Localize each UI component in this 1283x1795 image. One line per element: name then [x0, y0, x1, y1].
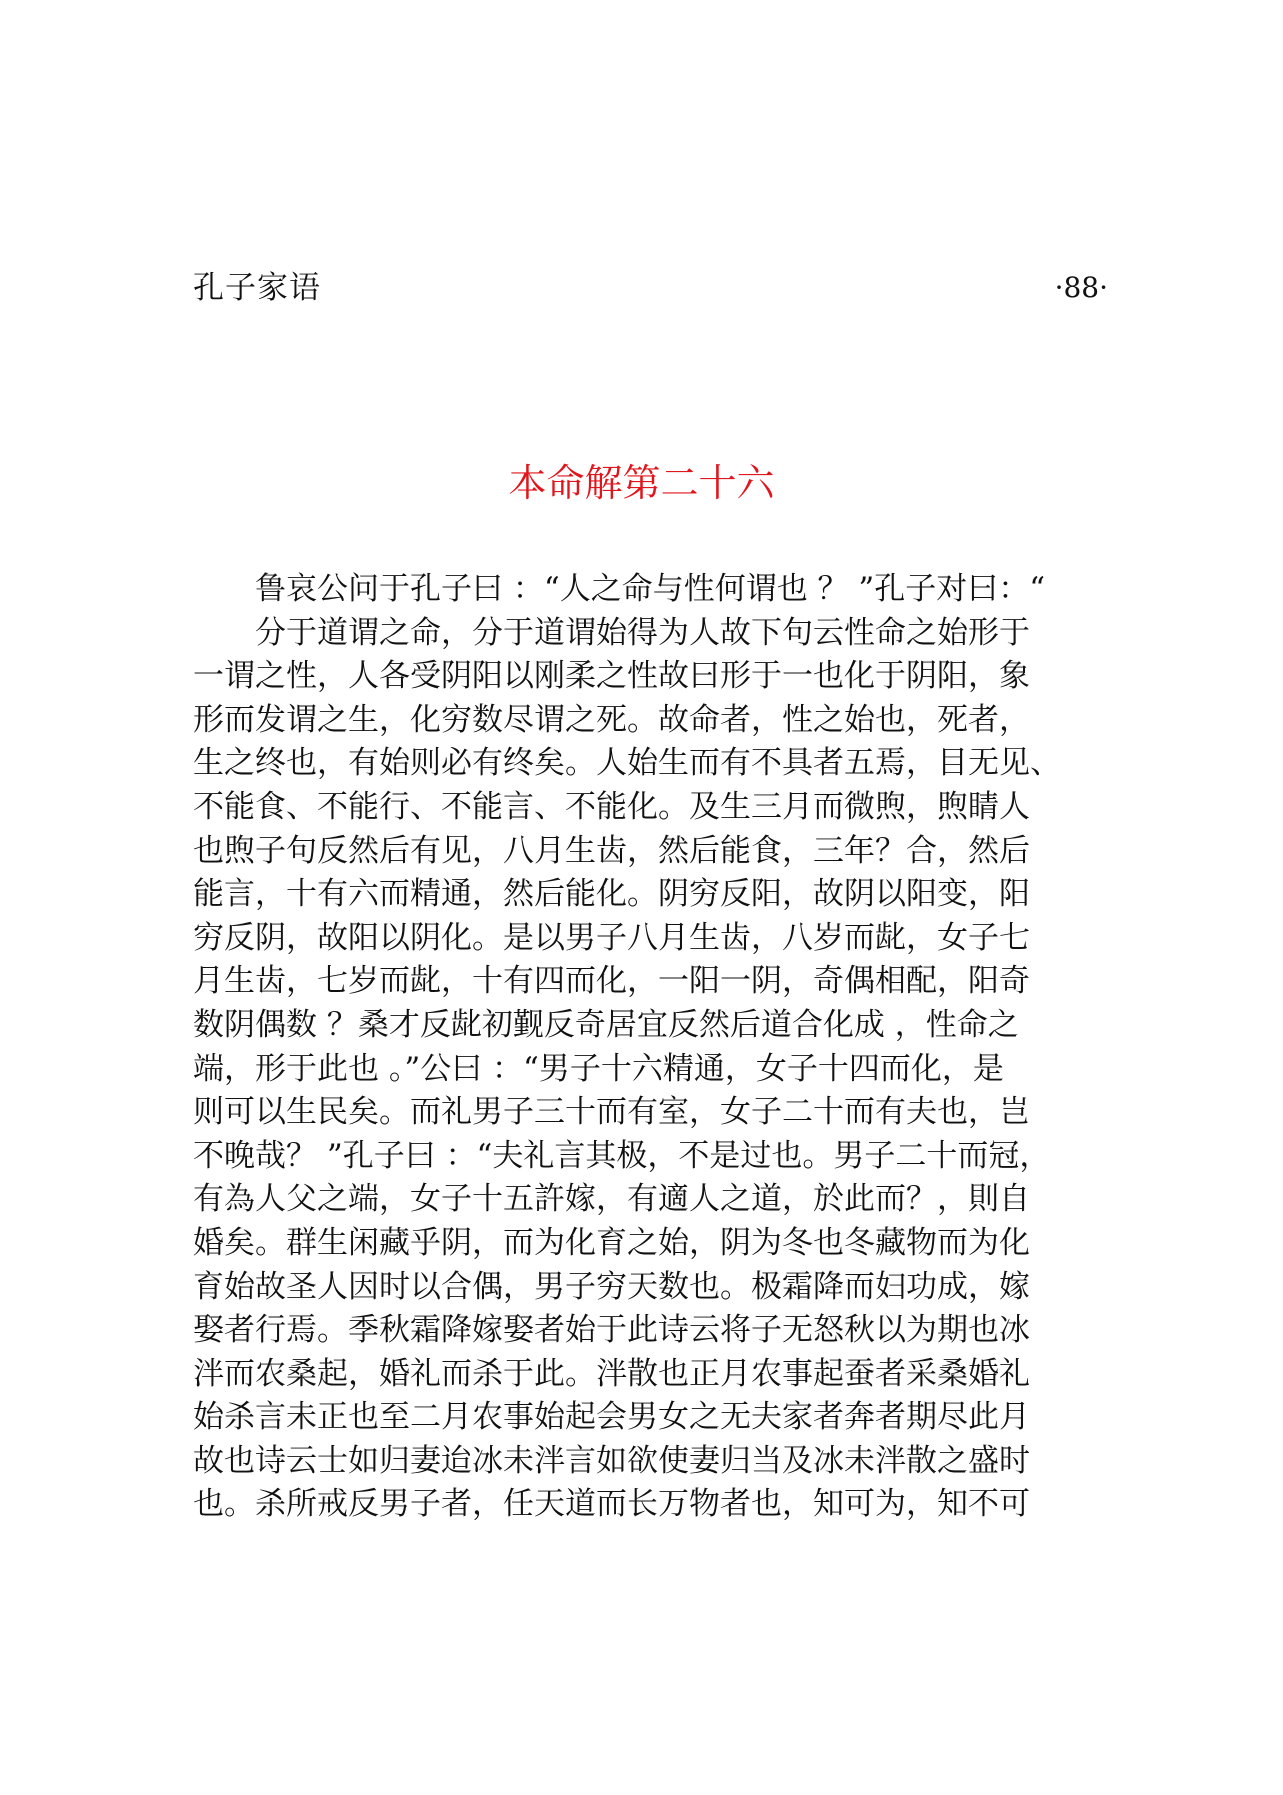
text-line: 育始故圣人因时以合偶，男子穷天数也。极霜降而妇功成，嫁	[193, 1268, 1030, 1305]
text-line: 端，形于此也 。”公曰 ：“男子十六精通，女子十四而化，是	[193, 1050, 1004, 1087]
text-line: 能言，十有六而精通，然后能化。阴穷反阳，故阴以阳变，阳	[193, 876, 1030, 913]
text-line: 始杀言未正也至二月农事始起会男女之无夫家者奔者期尽此月	[193, 1399, 1030, 1436]
text-line: 分于道谓之命，分于道谓始得为人故下句云性命之始形于	[255, 614, 1030, 651]
text-line: 月生齿，七岁而龀，十有四而化，一阳一阴，奇偶相配，阳奇	[193, 963, 1030, 1000]
text-line: 穷反阴，故阳以阴化。是以男子八月生齿，八岁而龀，女子七	[193, 919, 1030, 956]
page-number: ·88·	[1054, 271, 1108, 304]
text-line: 娶者行焉。季秋霜降嫁娶者始于此诗云将子无怒秋以为期也冰	[193, 1312, 1030, 1349]
text-line: 婚矣。群生闲藏乎阴，而为化育之始，阴为冬也冬藏物而为化	[193, 1224, 1030, 1261]
text-line: 也。杀所戒反男子者，任天道而长万物者也，知可为，知不可	[193, 1486, 1030, 1523]
text-line: 不能食、不能行、不能言、不能化。及生三月而微煦，煦睛人	[193, 788, 1030, 825]
book-title: 孔子家语	[193, 270, 321, 306]
body-text	[193, 568, 1123, 1527]
text-line: 故也诗云士如归妻迨冰未泮言如欲使妻归当及冰未泮散之盛时	[193, 1442, 1030, 1479]
text-line: 数阴偶数 ？桑才反龀初觐反奇居宜反然后道合化成 ，性命之	[193, 1006, 1019, 1043]
text-line: 鲁哀公问于孔子曰 ：“人之命与性何谓也 ？ ”孔子对曰：“	[255, 571, 1046, 607]
text-line: 一谓之性，人各受阴阳以刚柔之性故曰形于一也化于阴阳，象	[193, 658, 1030, 695]
text-line: 泮而农桑起，婚礼而杀于此。泮散也正月农事起蚕者采桑婚礼	[193, 1355, 1030, 1392]
text-line: 形而发谓之生，化穷数尽谓之死。故命者，性之始也，死者，	[193, 701, 1030, 738]
text-line: 也煦子句反然后有见，八月生齿，然后能食，三年？合，然后	[193, 832, 1030, 869]
chapter-title: 本命解第二十六	[508, 461, 775, 505]
text-line: 不晚哉？ ”孔子曰 ：“夫礼言其极，不是过也。男子二十而冠，	[193, 1137, 1051, 1174]
running-header	[193, 268, 1108, 312]
text-line: 则可以生民矣。而礼男子三十而有室，女子二十而有夫也，岂	[193, 1094, 1030, 1131]
text-line: 生之终也，有始则必有终矣。人始生而有不具者五焉，目无见、	[193, 745, 1061, 782]
text-line: 有為人父之端，女子十五許嫁，有適人之道，於此而？，則自	[193, 1181, 1030, 1218]
